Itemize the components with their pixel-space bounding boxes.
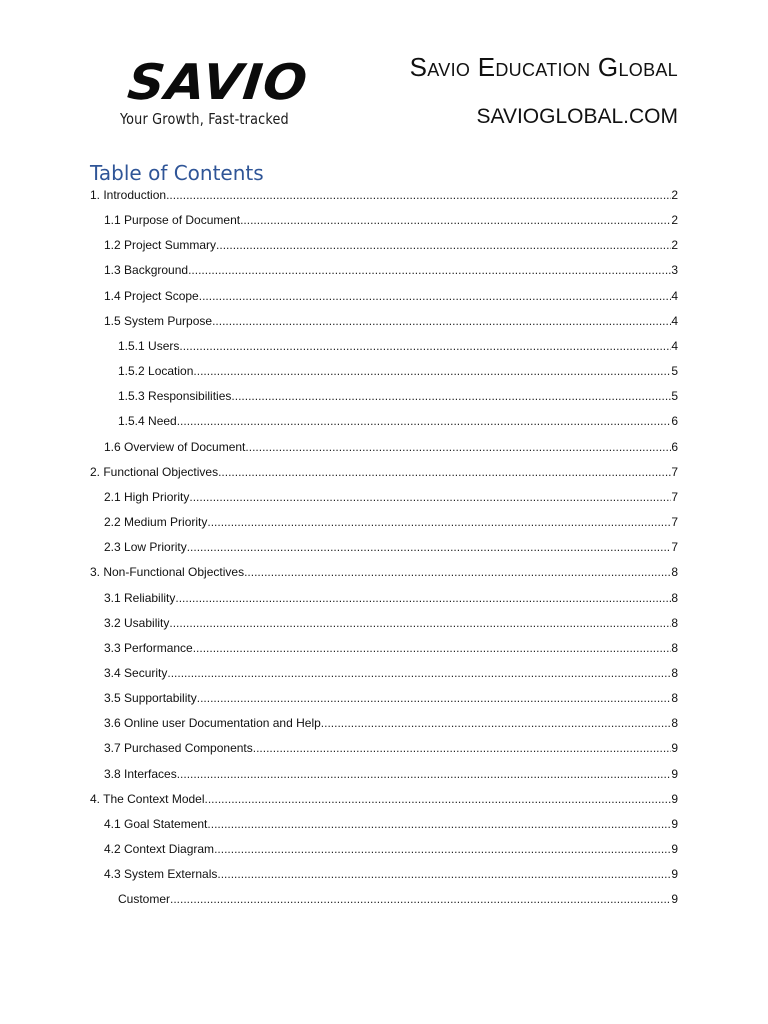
toc-entry-label: 3.8 Interfaces [104, 766, 177, 781]
toc-entry-label: 2.2 Medium Priority [104, 515, 208, 530]
toc-entry-label: 2.3 Low Priority [104, 540, 187, 555]
toc-entry-label: 4. The Context Model [90, 791, 205, 806]
toc-entry-label: 4.2 Context Diagram [104, 842, 215, 857]
toc-dot-leader [244, 565, 671, 579]
toc-entry[interactable] [90, 867, 678, 892]
toc-entry[interactable] [90, 666, 678, 691]
toc-entry-page-number: 7 [671, 464, 678, 479]
toc-dot-leader [231, 389, 671, 403]
toc-entry[interactable] [90, 817, 678, 842]
toc-entry[interactable] [90, 389, 678, 414]
toc-entry-label: 1.1 Purpose of Document [104, 213, 241, 228]
toc-entry[interactable] [90, 339, 678, 364]
toc-entry-page-number: 4 [671, 313, 678, 328]
logo-tagline: Your Growth, Fast-tracked [120, 110, 289, 128]
toc-entry-page-number: 8 [671, 615, 678, 630]
toc-entry-page-number: 9 [671, 867, 678, 882]
toc-entry-label: 1.5.4 Need [118, 414, 177, 429]
toc-entry-label: 2.1 High Priority [104, 489, 190, 504]
organization-name: Savio Education Global [409, 52, 678, 82]
toc-entry-page-number: 7 [671, 515, 678, 530]
savio-logo [120, 54, 311, 128]
toc-entry-label: 1.5.2 Location [118, 364, 194, 379]
toc-entry-page-number: 9 [671, 816, 678, 831]
toc-dot-leader [240, 213, 671, 227]
toc-entry-page-number: 2 [671, 188, 678, 202]
toc-dot-leader [205, 792, 672, 806]
toc-entry[interactable] [90, 641, 678, 666]
toc-dot-leader [212, 314, 671, 328]
toc-dot-leader [217, 867, 671, 881]
toc-dot-leader [253, 741, 672, 755]
toc-entry[interactable] [90, 792, 678, 817]
toc-entry-page-number: 8 [671, 691, 678, 706]
toc-dot-leader [188, 263, 671, 277]
toc-entry[interactable] [90, 314, 678, 339]
toc-entry[interactable] [90, 767, 678, 792]
toc-entry-page-number: 9 [671, 892, 678, 907]
toc-entry-page-number: 9 [671, 766, 678, 781]
toc-dot-leader [170, 892, 671, 906]
toc-dot-leader [214, 842, 671, 856]
toc-dot-leader [177, 767, 672, 781]
toc-entry[interactable] [90, 892, 678, 917]
toc-entry-page-number: 2 [671, 213, 678, 228]
toc-entry[interactable] [90, 716, 678, 741]
toc-entry[interactable] [90, 364, 678, 389]
toc-entry[interactable] [90, 440, 678, 465]
toc-dot-leader [179, 339, 671, 353]
toc-entry-label: 1.5 System Purpose [104, 313, 213, 328]
toc-entry[interactable] [90, 691, 678, 716]
toc-entry-label: 1.3 Background [104, 263, 189, 278]
toc-dot-leader [207, 817, 671, 831]
website-url: SAVIOGLOBAL.COM [476, 105, 678, 128]
toc-entry[interactable] [90, 263, 678, 288]
toc-entry-page-number: 6 [671, 414, 678, 429]
toc-entry[interactable] [90, 490, 678, 515]
toc-entry-page-number: 8 [671, 590, 678, 605]
toc-entry-page-number: 9 [671, 741, 678, 756]
toc-entry-page-number: 8 [671, 665, 678, 680]
toc-dot-leader [177, 414, 672, 428]
toc-entry-label: 2. Functional Objectives [90, 464, 219, 479]
toc-entry-label: 1.4 Project Scope [104, 288, 199, 303]
toc-entry[interactable] [90, 842, 678, 867]
toc-dot-leader [175, 591, 671, 605]
toc-entry[interactable] [90, 465, 678, 490]
toc-entry-page-number: 5 [671, 364, 678, 379]
toc-entry-label: 3. Non-Functional Objectives [90, 565, 245, 580]
toc-entry-label: 3.5 Supportability [104, 691, 197, 706]
toc-entry[interactable] [90, 616, 678, 641]
toc-entry-label: 1.5.1 Users [118, 338, 180, 353]
toc-entry-label: 4.3 System Externals [104, 867, 218, 882]
toc-entry[interactable] [90, 540, 678, 565]
toc-entry-page-number: 8 [671, 716, 678, 731]
toc-entry-label: 3.6 Online user Documentation and Help [104, 716, 321, 731]
toc-entry-page-number: 6 [671, 439, 678, 454]
logo-wordmark: SAVIO [124, 54, 311, 111]
toc-dot-leader [245, 440, 671, 454]
toc-dot-leader [199, 289, 672, 303]
toc-entry-page-number: 4 [671, 338, 678, 353]
table-of-contents [90, 188, 678, 918]
toc-entry[interactable] [90, 188, 678, 213]
toc-dot-leader [321, 716, 672, 730]
toc-entry[interactable] [90, 741, 678, 766]
toc-dot-leader [189, 490, 671, 504]
toc-dot-leader [218, 465, 671, 479]
toc-dot-leader [193, 364, 671, 378]
toc-entry[interactable] [90, 565, 678, 590]
toc-entry-label: 1.5.3 Responsibilities [118, 389, 232, 404]
toc-entry-label: Customer [118, 892, 171, 907]
toc-title: Table of Contents [90, 161, 264, 185]
toc-entry-label: 1.6 Overview of Document [104, 439, 246, 454]
toc-entry-page-number: 9 [671, 791, 678, 806]
toc-entry-label: 3.7 Purchased Components [104, 741, 253, 756]
toc-dot-leader [216, 238, 671, 252]
toc-entry-page-number: 4 [671, 288, 678, 303]
toc-entry[interactable] [90, 238, 678, 263]
toc-entry[interactable] [90, 289, 678, 314]
toc-entry-page-number: 7 [671, 540, 678, 555]
toc-entry-label: 3.3 Performance [104, 640, 193, 655]
toc-entry[interactable] [90, 213, 678, 238]
toc-entry-page-number: 2 [671, 238, 678, 253]
toc-entry-label: 3.4 Security [104, 665, 168, 680]
toc-entry[interactable] [90, 414, 678, 439]
toc-entry-page-number: 7 [671, 489, 678, 504]
toc-entry[interactable] [90, 591, 678, 616]
toc-entry-label: 1. Introduction [90, 188, 167, 202]
toc-dot-leader [187, 540, 672, 554]
toc-entry-label: 1.2 Project Summary [104, 238, 217, 253]
toc-entry-label: 3.1 Reliability [104, 590, 176, 605]
toc-entry-page-number: 8 [671, 565, 678, 580]
toc-dot-leader [193, 641, 672, 655]
toc-dot-leader [197, 691, 672, 705]
toc-entry-label: 4.1 Goal Statement [104, 816, 208, 831]
toc-entry-page-number: 9 [671, 842, 678, 857]
toc-entry-page-number: 3 [671, 263, 678, 278]
toc-dot-leader [169, 616, 671, 630]
toc-entry-page-number: 8 [671, 640, 678, 655]
toc-entry-page-number: 5 [671, 389, 678, 404]
toc-entry-label: 3.2 Usability [104, 615, 170, 630]
toc-entry[interactable] [90, 515, 678, 540]
toc-dot-leader [166, 188, 671, 202]
toc-dot-leader [167, 666, 671, 680]
toc-dot-leader [207, 515, 671, 529]
